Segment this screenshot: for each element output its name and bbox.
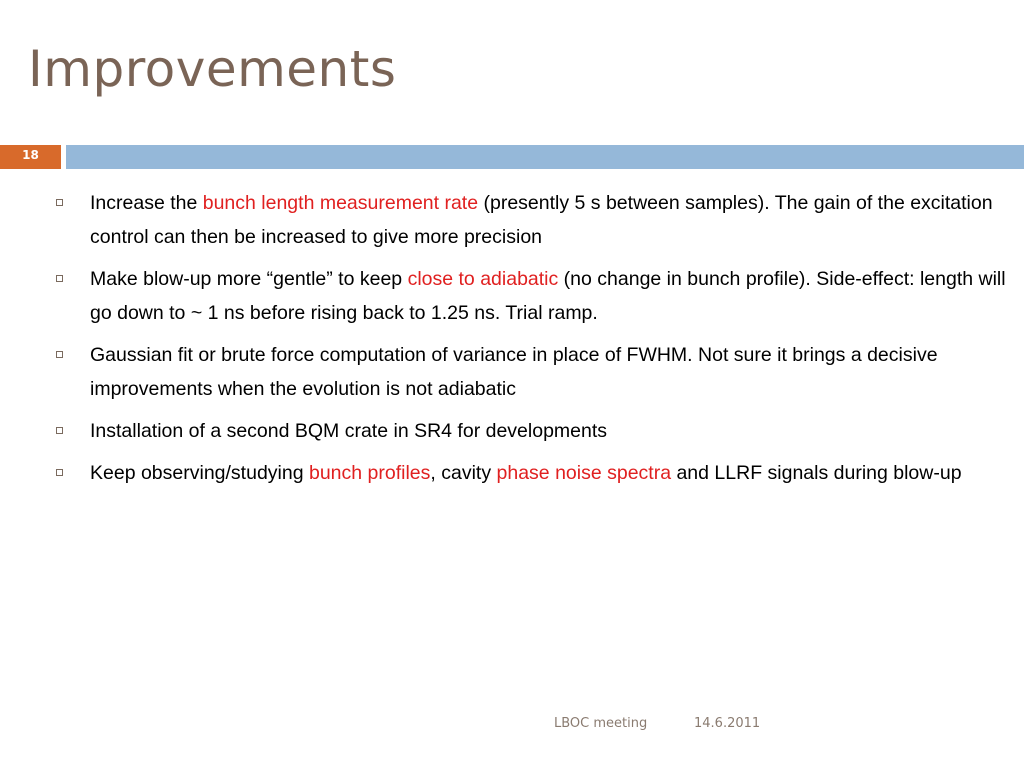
square-bullet-icon: [56, 275, 63, 282]
bullet-text-segment: , cavity: [430, 462, 497, 484]
bullet-item: [56, 262, 1006, 330]
bullet-text-segment: Installation of a second BQM crate in SR4 for developments: [90, 420, 608, 442]
bullet-list: [56, 186, 1006, 498]
bullet-item: [56, 456, 1006, 490]
bullet-text-segment: Make blow-up more “gentle” to keep: [90, 268, 408, 290]
highlighted-text: bunch profiles: [308, 462, 431, 484]
square-bullet-icon: [56, 427, 63, 434]
square-bullet-icon: [56, 199, 63, 206]
highlighted-text: close to adiabatic: [407, 268, 559, 290]
bullet-item: [56, 338, 1006, 406]
bullet-item: [56, 186, 1006, 254]
footer-date: 14.6.2011: [694, 716, 761, 731]
bullet-text-segment: (no change in bunch profile). Side-effect: length will go down to ~ 1 ns before rising back to 1.25 ns. Trial ramp.: [90, 268, 1006, 324]
bullet-text-segment: (presently 5 s between samples). The gain of the excitation control can then be increased to give more precision: [90, 192, 993, 248]
footer-meeting-label: LBOC meeting: [554, 716, 648, 731]
square-bullet-icon: [56, 351, 63, 358]
highlighted-text: bunch length measurement rate: [202, 192, 479, 214]
slide-number-badge: 18: [0, 145, 61, 169]
bullet-text-segment: Increase the: [90, 192, 203, 214]
square-bullet-icon: [56, 469, 63, 476]
bullet-text-segment: Keep observing/studying: [90, 462, 309, 484]
highlighted-text: phase noise spectra: [496, 462, 672, 484]
bullet-item: [56, 414, 1006, 448]
bullet-text-segment: Gaussian fit or brute force computation of variance in place of FWHM. Not sure it brings a decisive improvements when the evolution is not adiabatic: [90, 344, 938, 400]
header-divider-bar: [66, 145, 1024, 169]
bullet-text-segment: and LLRF signals during blow-up: [671, 462, 962, 484]
slide-title: Improvements: [28, 40, 397, 98]
